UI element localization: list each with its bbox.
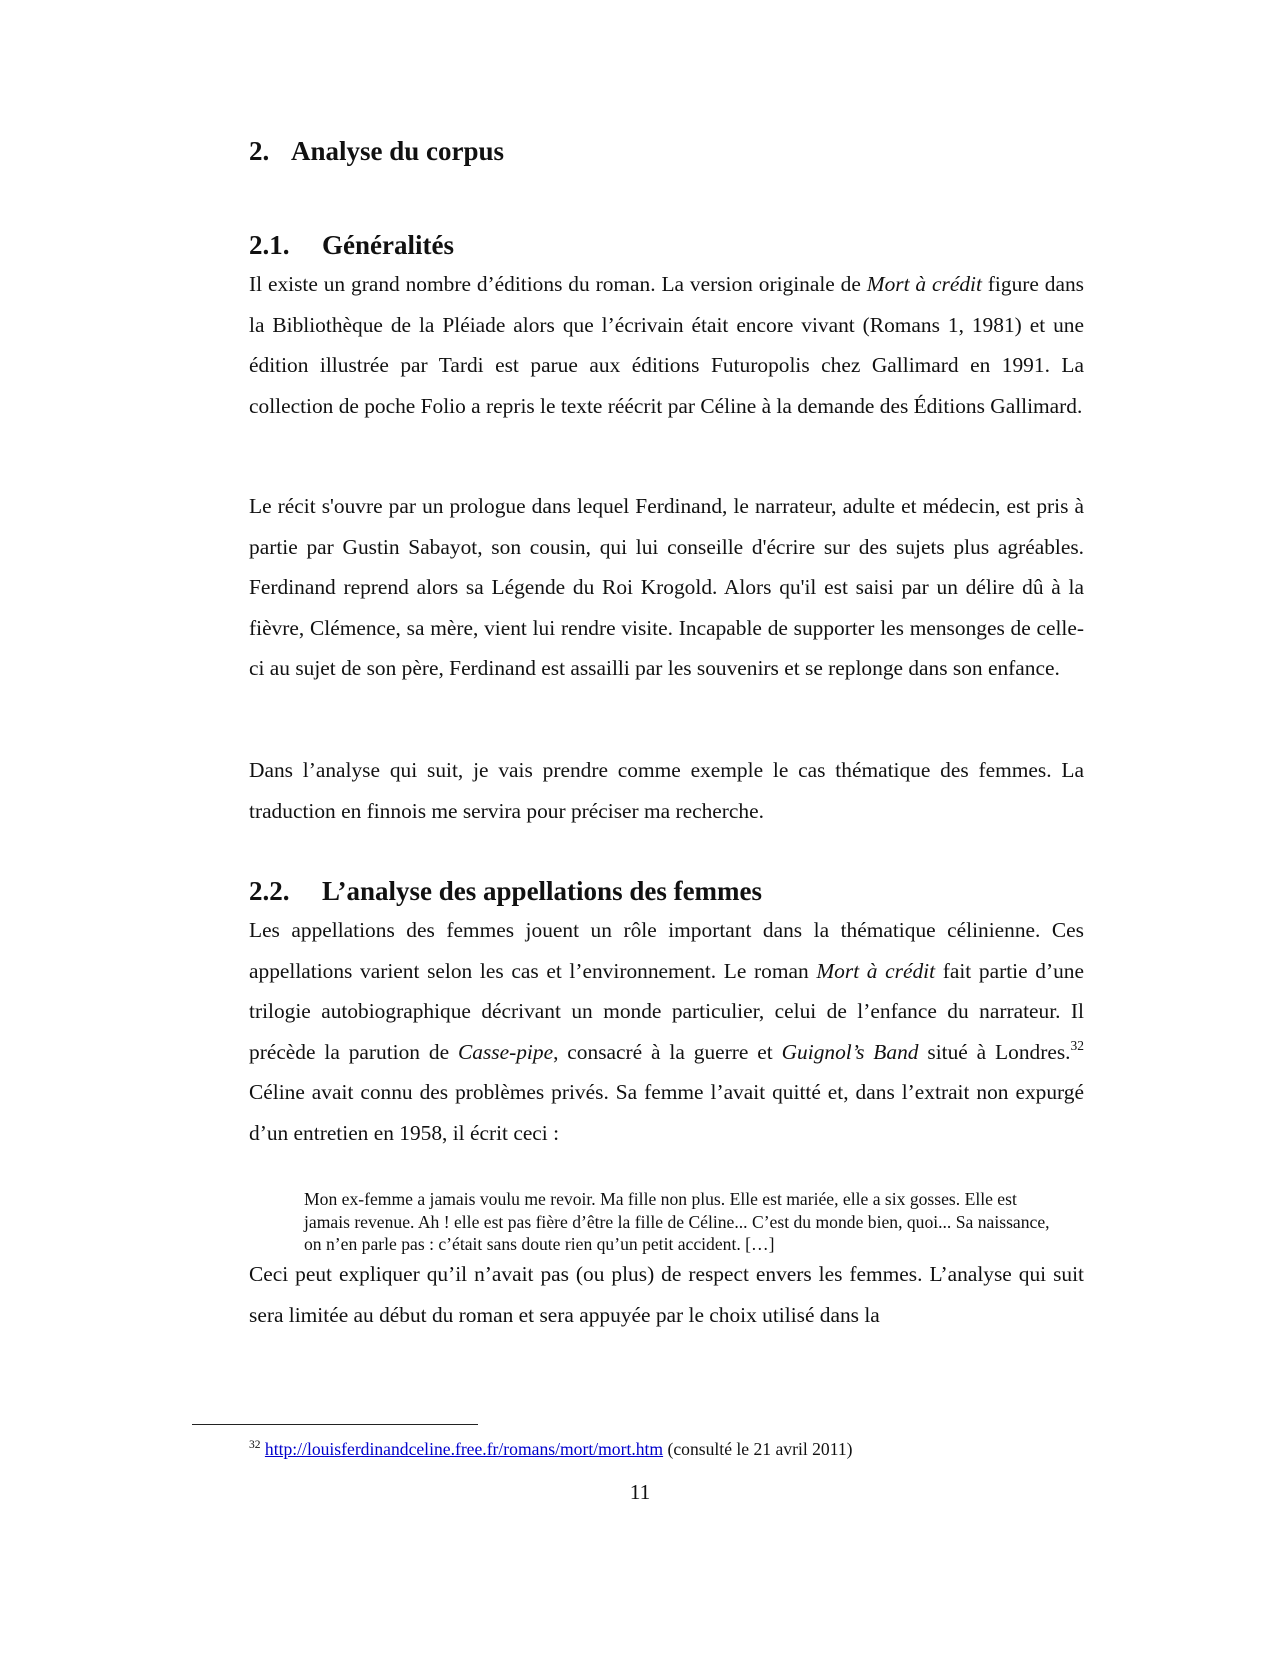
- subsection-heading-2-1: [249, 230, 454, 261]
- paragraph-editions: [249, 264, 1084, 426]
- subsection-heading-2-2: [249, 876, 762, 907]
- paragraph-conclusion: Ceci peut expliquer qu’il n’avait pas (ou plus) de respect envers les femmes. L’analyse qui suit sera limitée au début du roman et sera appuyée par le choix utilisé dans la: [249, 1262, 1084, 1327]
- footnote-number: 32: [249, 1439, 261, 1451]
- text-run: Les appellations des femmes jouent un rôle important dans la thématique célinienne. Ces appellations varient selon les cas et l’environnement. Le roman: [249, 918, 1084, 983]
- text-run: , consacré à la guerre et: [553, 1039, 782, 1064]
- footnote-note: (consulté le 21 avril 2011): [663, 1439, 853, 1459]
- block-quote: Mon ex-femme a jamais voulu me revoir. Ma fille non plus. Elle est mariée, elle a six gosses. Elle est jamais revenue. Ah ! elle est pas fière d’être la fille de Céline... C’est du monde bien, quoi... Sa naissance, on n’en parle pas : c’était sans doute rien qu’un petit accident. […]: [304, 1189, 1050, 1254]
- footnote-divider: [192, 1424, 478, 1425]
- text-run: Céline avait connu des problèmes privés. Sa femme l’avait quitté et, dans l’extrait non expurgé d’un entretien en 1958, il écrit ceci :: [249, 1080, 1084, 1145]
- paragraph-analysis-intro: Dans l’analyse qui suit, je vais prendre comme exemple le cas thématique des femmes. La traduction en finnois me servira pour préciser ma recherche.: [249, 758, 1084, 823]
- subsection-title: L’analyse des appellations des femmes: [322, 876, 763, 906]
- book-title: Mort à crédit: [866, 272, 982, 296]
- footnote-reference[interactable]: 32: [1070, 1037, 1084, 1053]
- paragraph-prologue: Le récit s'ouvre par un prologue dans lequel Ferdinand, le narrateur, adulte et médecin, est pris à partie par Gustin Sabayot, son cousin, qui lui conseille d'écrire sur des sujets plus agréables. Ferdinand reprend alors sa Légende du Roi Krogold. Alors qu'il est saisi par un délire dû à la fièvre, Clémence, sa mère, vient lui rendre visite. Incapable de supporter les mensonges de celle-ci au sujet de son père, Ferdinand est assailli par les souvenirs et se replonge dans son enfance.: [249, 494, 1084, 681]
- text-run: Il existe un grand nombre d’éditions du roman. La version originale de: [249, 272, 867, 296]
- footnote: [249, 1433, 853, 1461]
- paragraph-appellations: [249, 910, 1084, 1154]
- page-number: 11: [629, 1480, 651, 1504]
- text-run: fait partie d’une trilogie autobiographique décrivant un monde particulier, celui de l’enfance du narrateur. Il précède la parution de: [249, 958, 1084, 1064]
- section-number: 2.: [249, 136, 270, 166]
- book-title: Casse-pipe: [458, 1039, 554, 1064]
- section-title: Analyse du corpus: [291, 136, 505, 166]
- subsection-number: 2.1.: [249, 230, 290, 260]
- subsection-number: 2.2.: [249, 876, 290, 906]
- text-run: figure dans la Bibliothèque de la Pléiade alors que l’écrivain était encore vivant (Romans 1, 1981) et une édition illustrée par Tardi est parue aux éditions Futuropolis chez Gallimard en 1991. La collection de poche Folio a repris le texte réécrit par Céline à la demande des Éditions Gallimard.: [249, 272, 1084, 418]
- subsection-title: Généralités: [322, 230, 454, 260]
- book-title: Mort à crédit: [816, 958, 936, 983]
- section-heading: [249, 136, 504, 167]
- footnote-link[interactable]: http://louisferdinandceline.free.fr/romans/mort/mort.htm: [264, 1439, 664, 1459]
- text-run: situé à Londres.: [918, 1039, 1071, 1064]
- book-title: Guignol’s Band: [781, 1039, 919, 1064]
